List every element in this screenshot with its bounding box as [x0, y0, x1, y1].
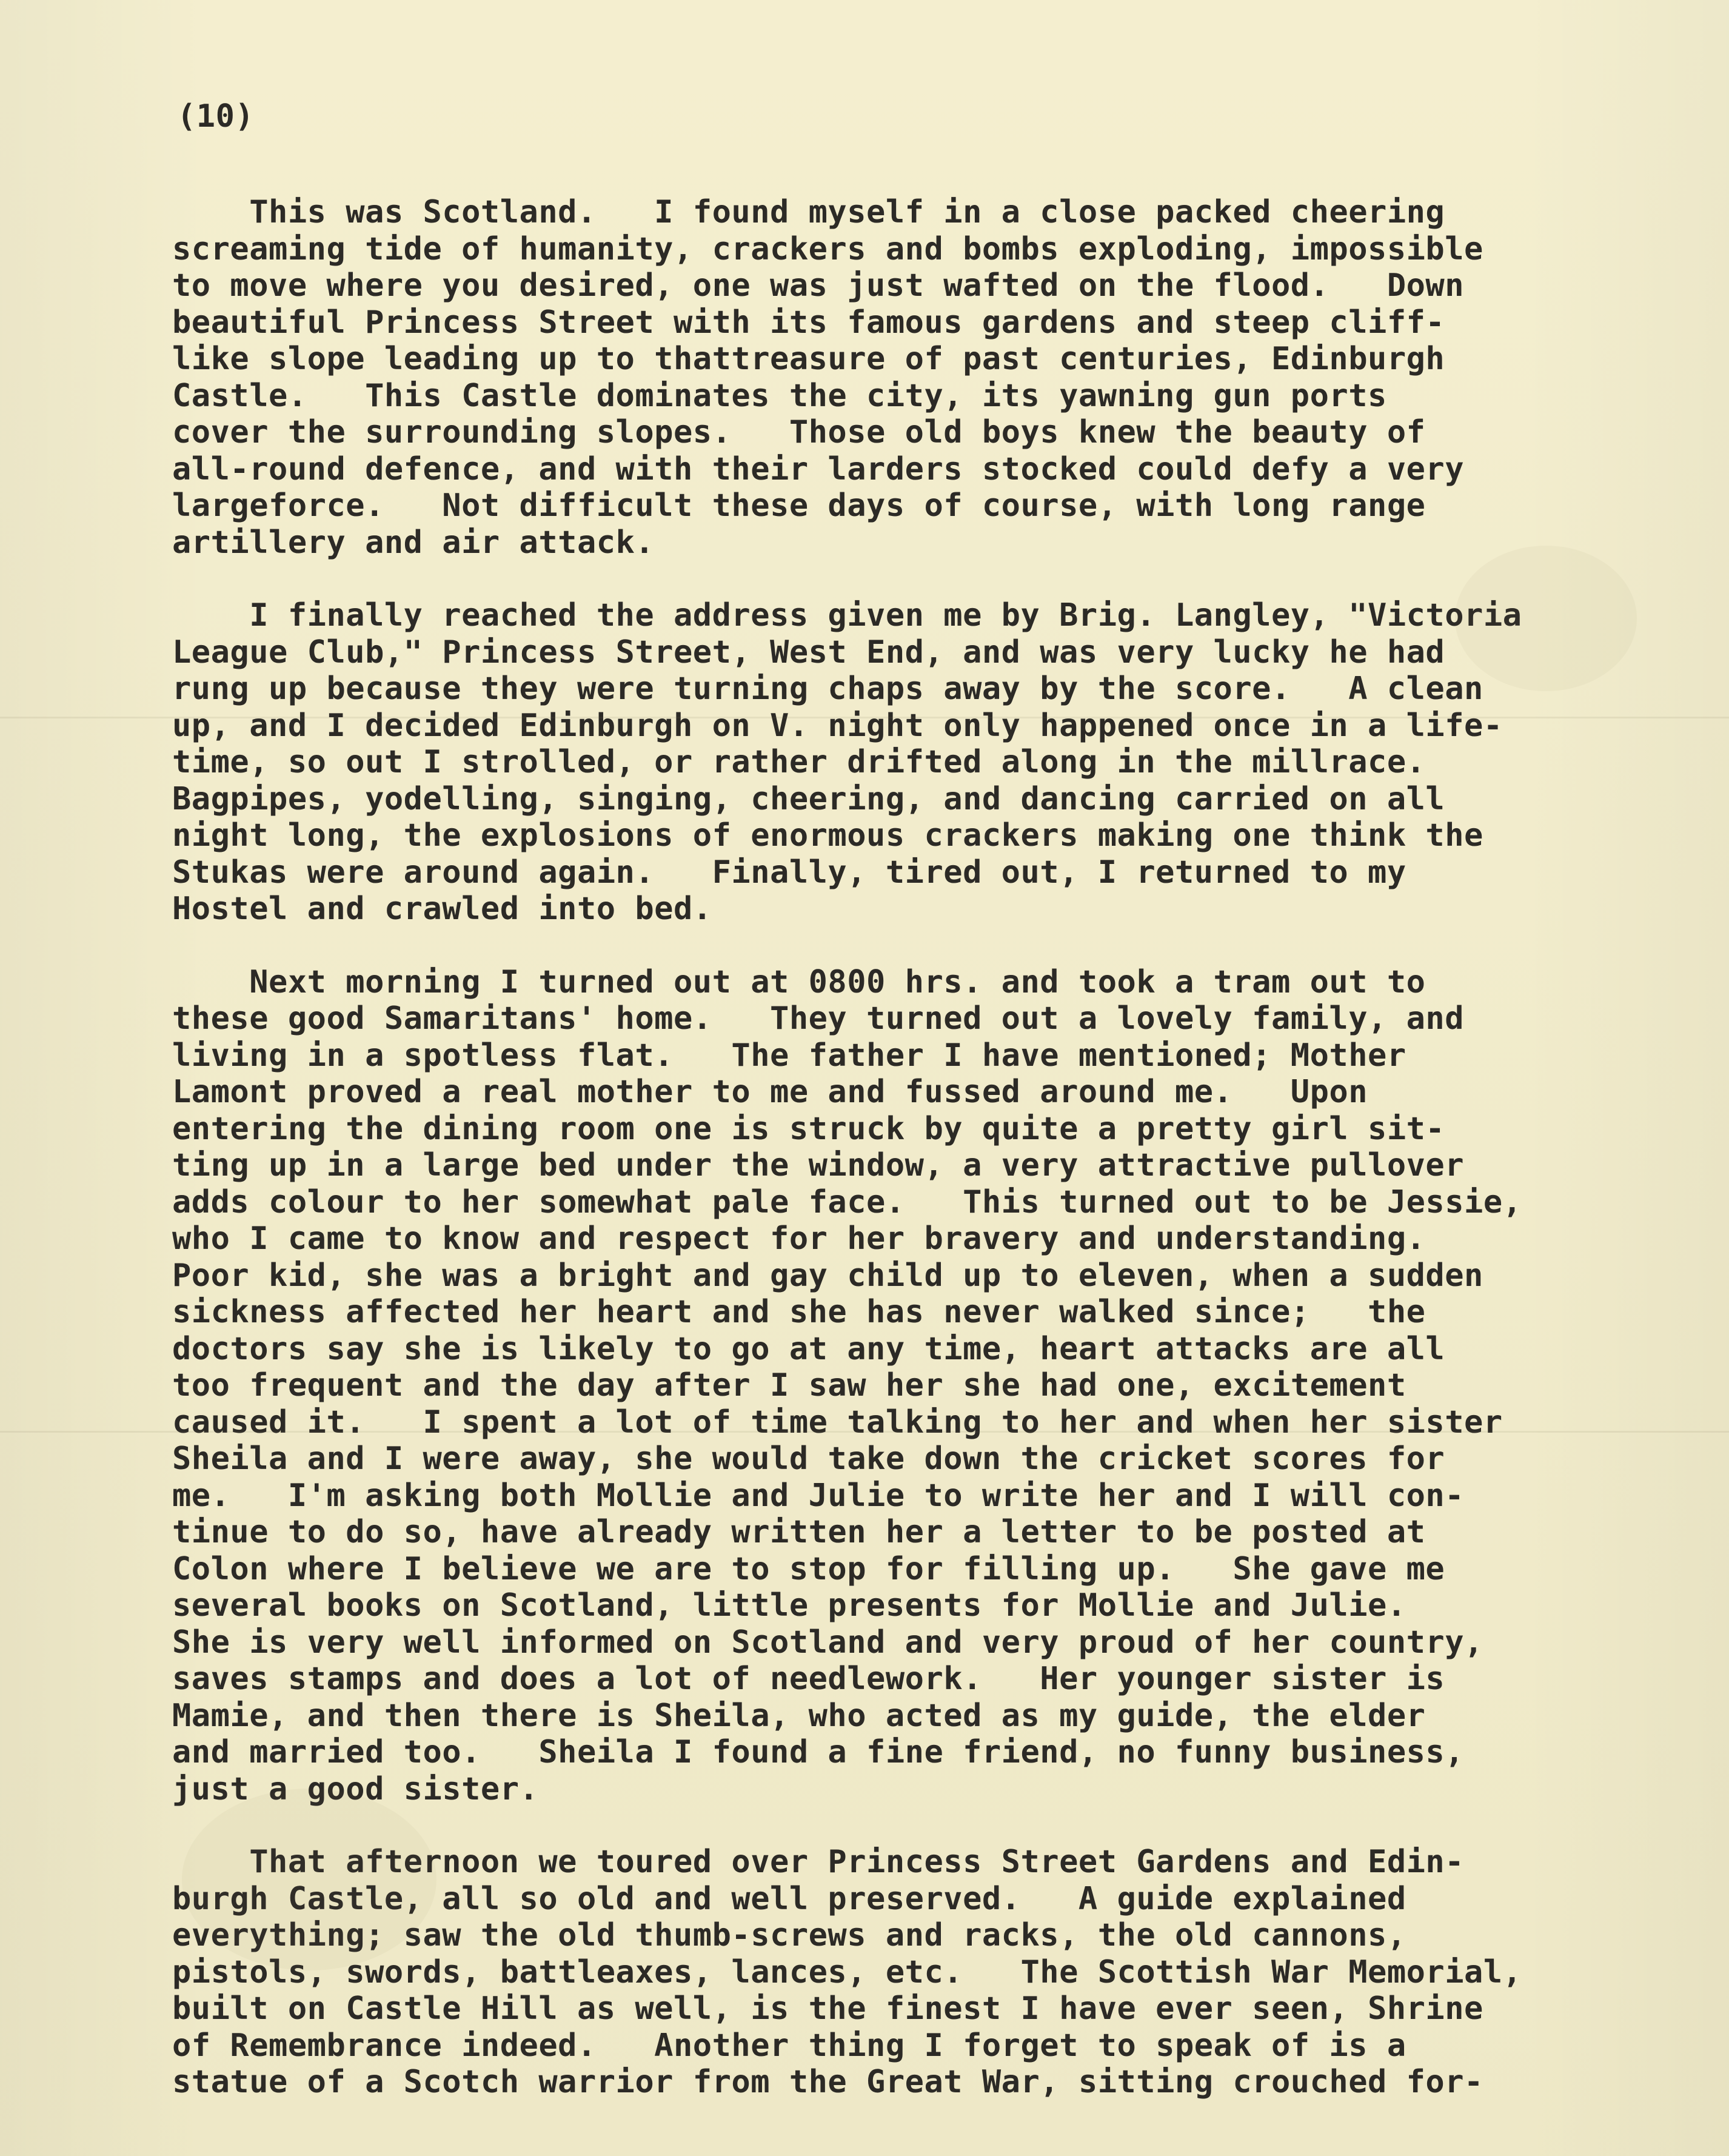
paragraph [172, 964, 1662, 1808]
text-line: night long, the explosions of enormous crackers making one think the [172, 817, 1483, 854]
paragraph [172, 597, 1662, 928]
text-line: Stukas were around again. Finally, tired out, I returned to my [172, 854, 1406, 891]
text-line: saves stamps and does a lot of needlework. Her younger sister is [172, 1661, 1445, 1697]
paper-stain [182, 1789, 436, 1970]
text-line: to move where you desired, one was just wafted on the flood. Down [172, 267, 1465, 304]
text-line: She is very well informed on Scotland and very proud of her country, [172, 1624, 1483, 1661]
text-line: artillery and air attack. [172, 524, 655, 561]
text-line: cover the surrounding slopes. Those old boys knew the beauty of [172, 414, 1426, 450]
text-line: That afternoon we toured over Princess Street Gardens and Edin- [172, 1844, 1465, 1880]
text-line: of Remembrance indeed. Another thing I forget to speak of is a [172, 2027, 1406, 2064]
text-line: up, and I decided Edinburgh on V. night only happened once in a life- [172, 707, 1503, 744]
text-line: Bagpipes, yodelling, singing, cheering, and dancing carried on all [172, 780, 1445, 817]
text-line: largeforce. Not difficult these days of course, with long range [172, 487, 1426, 524]
text-line: Lamont proved a real mother to me and fussed around me. Upon [172, 1074, 1368, 1110]
text-line: ting up in a large bed under the window, a very attractive pullover [172, 1147, 1465, 1183]
text-line: Colon where I believe we are to stop for filling up. She gave me [172, 1550, 1445, 1587]
text-line: me. I'm asking both Mollie and Julie to write her and I will con- [172, 1477, 1465, 1514]
text-line: and married too. Sheila I found a fine friend, no funny business, [172, 1734, 1465, 1770]
text-line: these good Samaritans' home. They turned out a lovely family, and [172, 1000, 1465, 1037]
text-line: statue of a Scotch warrior from the Great War, sitting crouched for- [172, 2064, 1483, 2100]
text-line: everything; saw the old thumb-screws and racks, the old cannons, [172, 1917, 1406, 1953]
paper-fold-line [0, 717, 1729, 718]
text-line: adds colour to her somewhat pale face. This turned out to be Jessie, [172, 1183, 1522, 1220]
text-line: Sheila and I were away, she would take down the cricket scores for [172, 1441, 1445, 1477]
text-line: pistols, swords, battleaxes, lances, etc. The Scottish War Memorial, [172, 1953, 1522, 1990]
text-line: tinue to do so, have already written her a letter to be posted at [172, 1514, 1426, 1550]
text-line: I finally reached the address given me by Brig. Langley, "Victoria [172, 597, 1522, 634]
text-line: Next morning I turned out at 0800 hrs. and took a tram out to [172, 963, 1426, 1000]
text-line: entering the dining room one is struck by quite a pretty girl sit- [172, 1110, 1445, 1147]
text-line: sickness affected her heart and she has never walked since; the [172, 1294, 1426, 1330]
text-line: time, so out I strolled, or rather drifted along in the millrace. [172, 744, 1426, 780]
text-line: too frequent and the day after I saw her she had one, excitement [172, 1367, 1406, 1404]
text-line: Poor kid, she was a bright and gay child up to eleven, when a sudden [172, 1257, 1483, 1294]
paper-fold-line [0, 1431, 1729, 1433]
text-line: just a good sister. [172, 1770, 539, 1807]
text-line: caused it. I spent a lot of time talking to her and when her sister [172, 1404, 1503, 1441]
text-line: screaming tide of humanity, crackers and bombs exploding, impossible [172, 230, 1483, 267]
text-line: several books on Scotland, little presents for Mollie and Julie. [172, 1587, 1406, 1624]
text-line: like slope leading up to thattreasure of past centuries, Edinburgh [172, 341, 1445, 377]
text-line: Mamie, and then there is Sheila, who acted as my guide, the elder [172, 1697, 1426, 1734]
text-line: who I came to know and respect for her bravery and understanding. [172, 1220, 1426, 1257]
text-line: living in a spotless flat. The father I have mentioned; Mother [172, 1037, 1406, 1074]
text-line: This was Scotland. I found myself in a close packed cheering [172, 194, 1445, 230]
text-line: League Club," Princess Street, West End, and was very lucky he had [172, 634, 1445, 671]
paragraph [172, 194, 1662, 561]
text-line: beautiful Princess Street with its famous gardens and steep cliff- [172, 304, 1445, 341]
text-line: Hostel and crawled into bed. [172, 891, 712, 927]
text-line: built on Castle Hill as well, is the finest I have ever seen, Shrine [172, 1990, 1483, 2027]
paper-stain [1455, 546, 1637, 691]
text-line: doctors say she is likely to go at any time, heart attacks are all [172, 1330, 1445, 1367]
text-line: all-round defence, and with their larders stocked could defy a very [172, 450, 1465, 487]
text-line: Castle. This Castle dominates the city, its yawning gun ports [172, 377, 1387, 414]
text-line: rung up because they were turning chaps away by the score. A clean [172, 671, 1483, 707]
text-line: burgh Castle, all so old and well preserved. A guide explained [172, 1880, 1406, 1917]
page-number: (10) [177, 98, 255, 135]
